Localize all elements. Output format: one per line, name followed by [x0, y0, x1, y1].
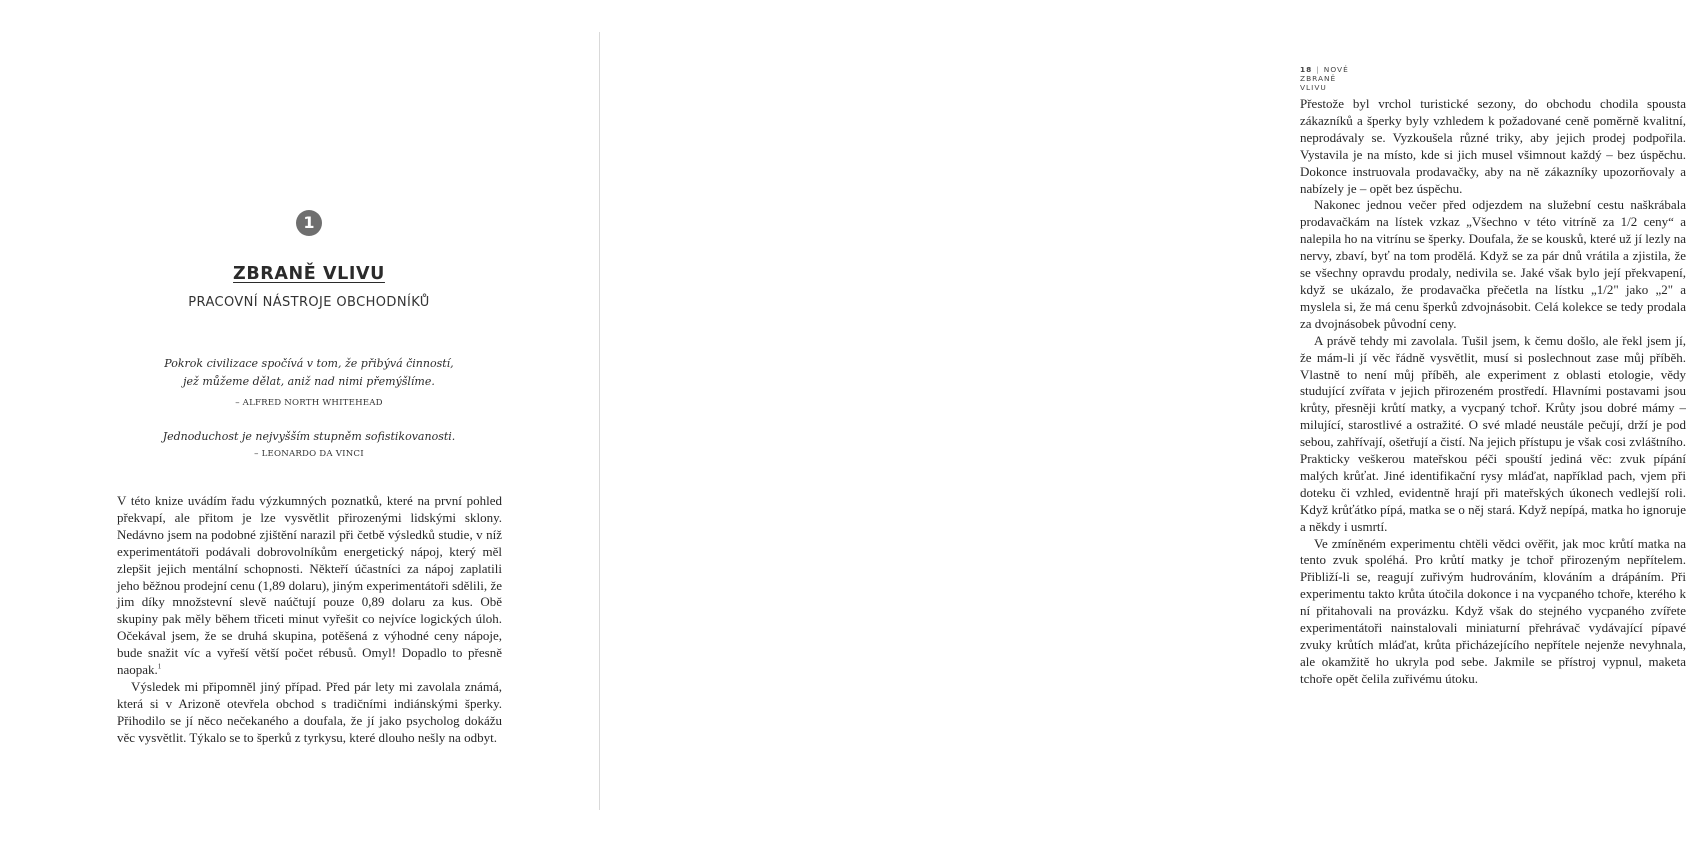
- body-paragraph: [117, 493, 502, 679]
- epigraph-attribution: – LEONARDO DA VINCI: [254, 449, 364, 459]
- chapter-subtitle: PRACOVNÍ NÁSTROJE OBCHODNÍKŮ: [188, 295, 430, 310]
- body-paragraph: Výsledek mi připomněl jiný případ. Před pár lety mi zavolala známá, která si v Arizoně otevřela obchod s tradičními indiánskými šperky. Přihodilo se jí něco nečekaného a doufala, že jí jako psycholog dokážu věc vysvětlit. Týkalo se to šperků z tyrkysu, které dlouho nešly na odbyt.: [117, 678, 502, 745]
- left-body-text: [117, 493, 502, 747]
- epigraph-line: jež můžeme dělat, aniž nad nimi přemýšlíme.: [183, 375, 435, 388]
- running-head-separator: |: [1316, 65, 1320, 74]
- chapter-number-badge: 1: [296, 210, 322, 236]
- body-paragraph: A právě tehdy mi zavolala. Tušil jsem, k čemu došlo, ale řekl jsem jí, že mám-li jí věc řádně vysvětlit, musí si poslechnout zase můj příběh. Vlastně to není můj příběh, ale experiment z oblasti etologie, vědy studující zvířata v jejich přirozeném prostředí. Hlavními postavami jsou krůty, přesněji krůtí matky, a vycpaný tchoř. Krůty jsou dobré mámy – milující, starostlivé a ostražité. O své mladé neustále pečují, drží je pod sebou, zahřívají, ošetřují a čistí. Na jejich přístupu je však cosi zvláštního. Prakticky veškerou mateřskou péči spouští jediná věc: zvuk pípání malých krůťat. Jiné identifikační rysy mláďat, například pach, vjem při doteku či vzhled, evidentně hrají při mateřských úkonech vedlejší roli. Když krůťátko pípá, matka se o něj stará. Když nepípá, matka ho ignoruje a někdy i usmrtí.: [1300, 332, 1686, 534]
- epigraph-2: [100, 428, 518, 446]
- right-body-text: [1300, 96, 1686, 688]
- body-paragraph: Přestože byl vrchol turistické sezony, do obchodu chodila spousta zákazníků a šperky byly vzhledem k požadované ceně poměrně kvalitní, neprodávaly se. Vyzkoušela různé triky, aby jejich prodej podpořila. Vystavila je na místo, kde si jich musel všimnout každý – bez úspěchu. Dokonce instruovala prodavačky, aby na ně zákazníky upozorňovaly a nabízely je – opět bez úspěchu.: [1300, 96, 1686, 196]
- body-paragraph: Nakonec jednou večer před odjezdem na služební cestu naškrábala prodavačkám na lístek vzkaz „Všechno v této vitríně za 1/2 ceny“ a nalepila ho na vitrínu se šperky. Doufala, že se kousků, které už jí lezly na nervy, zbaví, byť na tom prodělá. Když se za pár dnů vrátila a zjistila, že se všechny opravdu prodaly, nedivila se. Jaké však bylo její překvapení, když se ukázalo, že prodavačka přečetla na lístku „1/2" jako „2" a myslela si, že má cenu šperků zdvojnásobit. Celá kolekce se tedy prodala za dvojnásobek původní ceny.: [1300, 197, 1686, 331]
- paragraph-text: V této knize uvádím řadu výzkumných poznatků, které na první pohled překvapí, ale přitom je lze vysvětlit přirozenými lidskými sklony. Nedávno jsem na podobné zjištění narazil při četbě výsledků studie, v níž experimentátoři podávali dobrovolníkům energetický nápoj, který měl zlepšit jejich mentální schopnosti. Někteří účastníci za nápoj zaplatili jeho běžnou prodejní cenu (1,89 dolaru), jiným experimentátoři sdělili, že jim díky množstevní slevě naúčtují pouze 0,89 dolaru za kus. Obě skupiny pak měly během třiceti minut vyřešit co nejvíce logických úloh. Očekával jsem, že se druhá skupina, potěšená z výhodné ceny nápoje, bude snažit víc a vyřeší větší počet rébusů. Omyl! Dopadlo to přesně naopak.: [117, 493, 502, 678]
- body-paragraph: Ve zmíněném experimentu chtěli vědci ověřit, jak moc krůtí matka na tento zvuk spoléhá. Pro krůtí matky je tchoř přirozeným nepřítelem. Přibliží-li se, reagují zuřivým hudrováním, klováním a drápáním. Při experimentu takto krůta útočila dokonce i na vycpaného tchoře, kterého k ní přitahovali na provázku. Když však do stejného vycpaného zvířete experimentátoři nainstalovali miniaturní přehrávač vydávající pípavé zvuky krůtích mláďat, krůta přicházejícího nepřítele nejenže nevyhnala, ale okamžitě ho ukryla pod sebe. Jakmile se přístroj vypnul, maketa tchoře opět čelila zuřivému útoku.: [1300, 535, 1686, 686]
- epigraph-1: [100, 355, 518, 391]
- epigraph-attribution: – ALFRED NORTH WHITEHEAD: [235, 398, 383, 408]
- running-head-title: NOVÉ ZBRANĚ VLIVU: [1300, 65, 1349, 92]
- chapter-title: ZBRANĚ VLIVU: [233, 264, 385, 284]
- epigraph-line: Jednoduchost je nejvyšším stupněm sofistikovanosti.: [162, 430, 456, 443]
- page-gutter: [599, 32, 600, 810]
- epigraph-line: Pokrok civilizace spočívá v tom, že přibývá činností,: [164, 357, 454, 370]
- running-head: [1300, 65, 1349, 92]
- page-number: 18: [1300, 65, 1313, 74]
- footnote-marker[interactable]: 1: [157, 662, 162, 671]
